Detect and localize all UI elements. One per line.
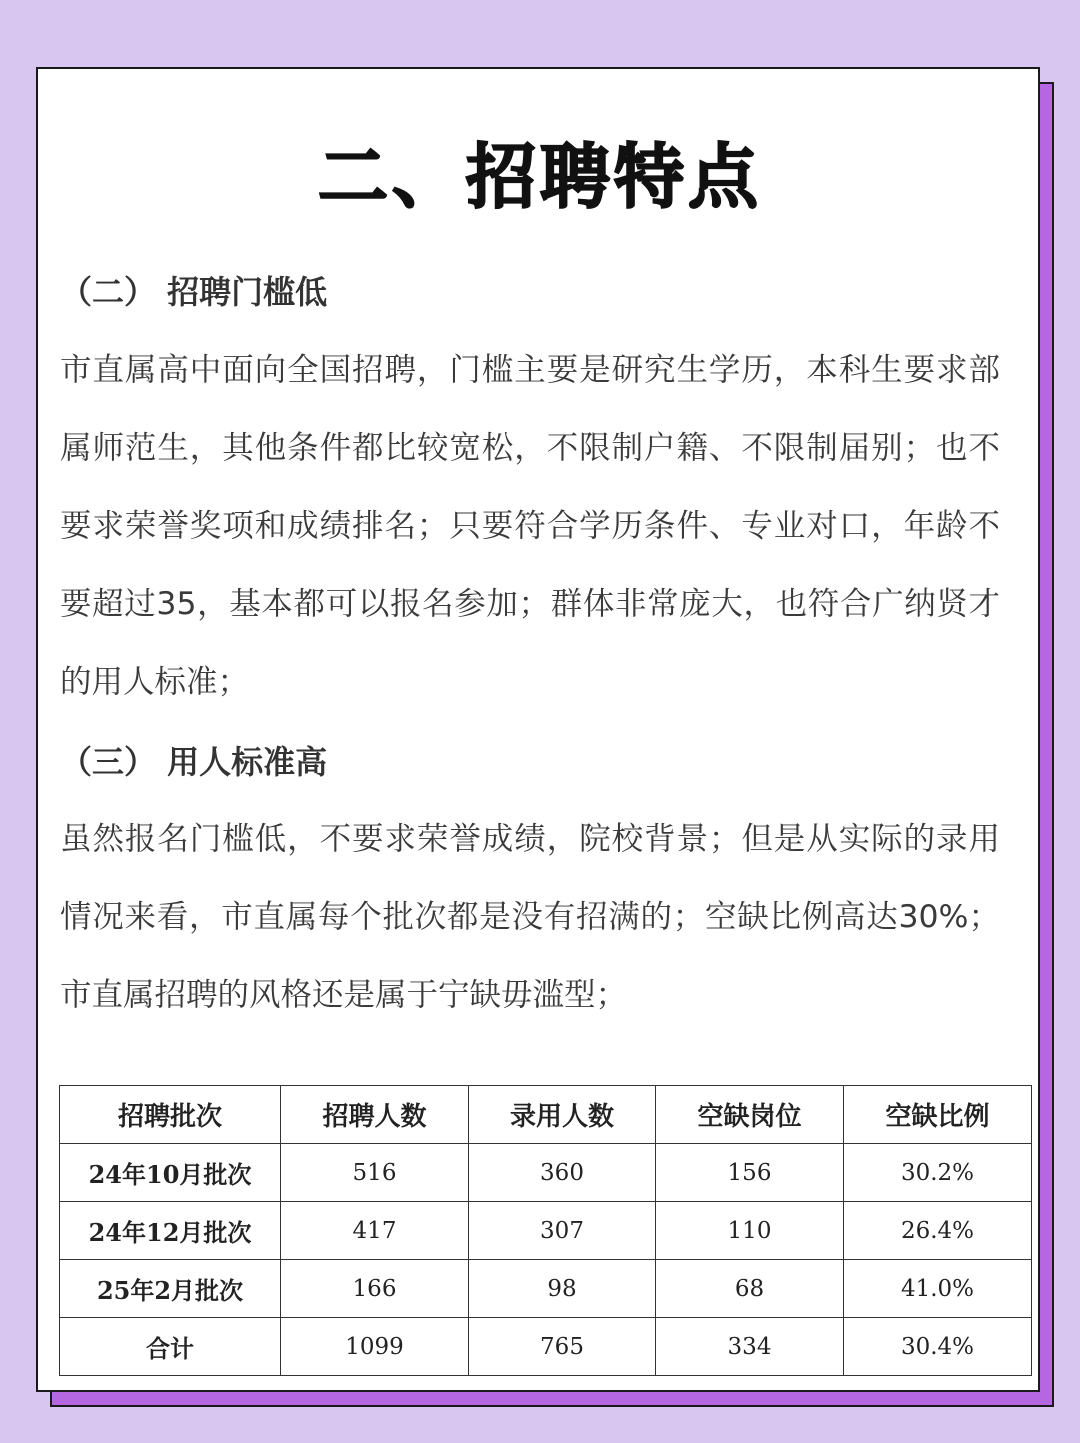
cell-total-label: 合计 (60, 1318, 281, 1376)
cell-recruit-count: 516 (281, 1144, 469, 1202)
header-hired-count: 录用人数 (469, 1086, 656, 1144)
section-body-standard: 虽然报名门槛低，不要求荣誉成绩，院校背景；但是从实际的录用情况来看，市直属每个批次都是没有招满的；空缺比例高达30%；市直属招聘的风格还是属于宁缺毋滥型； (60, 821, 1000, 1013)
recruitment-table (59, 1085, 1032, 1376)
table-total-row (60, 1318, 1032, 1376)
cell-recruit-count: 417 (281, 1202, 469, 1260)
cell-recruit-count: 1099 (281, 1318, 469, 1376)
table-row (60, 1260, 1032, 1318)
cell-recruit-count: 166 (281, 1260, 469, 1318)
table-header-row (60, 1086, 1032, 1144)
cell-batch: 25年2月批次 (60, 1260, 281, 1318)
cell-batch: 24年12月批次 (60, 1202, 281, 1260)
table-row (60, 1202, 1032, 1260)
section-body-threshold: 市直属高中面向全国招聘，门槛主要是研究生学历，本科生要求部属师范生，其他条件都比较宽松，不限制户籍、不限制届别；也不要求荣誉奖项和成绩排名；只要符合学历条件、专业对口，年龄不要超过35，基本都可以报名参加；群体非常庞大，也符合广纳贤才的用人标准； (60, 352, 1000, 700)
cell-hired-count: 307 (469, 1202, 656, 1260)
cell-hired-count: 765 (469, 1318, 656, 1376)
section-heading-threshold: （二） 招聘门槛低 (60, 273, 328, 311)
section-heading-standard: （三） 用人标准高 (60, 743, 328, 781)
cell-vacancies: 110 (656, 1202, 844, 1260)
cell-vacancies: 156 (656, 1144, 844, 1202)
cell-hired-count: 360 (469, 1144, 656, 1202)
cell-vacancies: 68 (656, 1260, 844, 1318)
cell-hired-count: 98 (469, 1260, 656, 1318)
table-row (60, 1144, 1032, 1202)
header-vacancy-ratio: 空缺比例 (844, 1086, 1032, 1144)
header-batch: 招聘批次 (60, 1086, 281, 1144)
page-title: 二、招聘特点 (318, 136, 762, 218)
cell-vacancy-ratio: 26.4% (844, 1202, 1032, 1260)
cell-vacancies: 334 (656, 1318, 844, 1376)
header-vacancies: 空缺岗位 (656, 1086, 844, 1144)
cell-vacancy-ratio: 41.0% (844, 1260, 1032, 1318)
header-recruit-count: 招聘人数 (281, 1086, 469, 1144)
cell-batch: 24年10月批次 (60, 1144, 281, 1202)
cell-vacancy-ratio: 30.4% (844, 1318, 1032, 1376)
cell-vacancy-ratio: 30.2% (844, 1144, 1032, 1202)
